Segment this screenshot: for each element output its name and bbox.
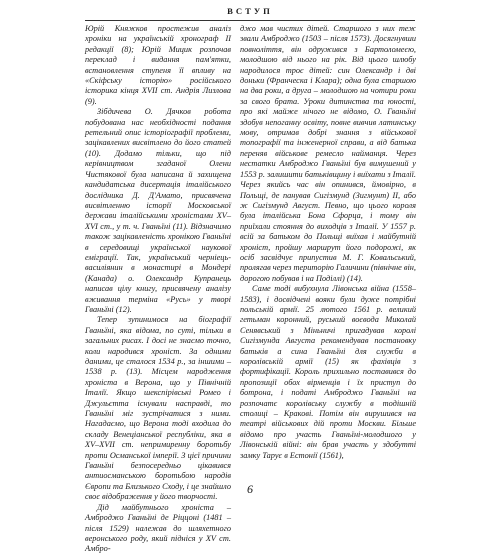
paragraph: Саме тоді вибухнула Лівонська війна (1558–1583), і досвідчені вояки були дуже потрібні польській армії. 25 лютого 1561 р. великий гетьман коронний, руський воєвода Миколай Сенявський з Міньничі пригадував королі Сигізмунда Августа рекомендував постановку батьків а сина Гваньїні для служби в королівській армії (15) як фахівців з фортифікації. Король прихильно поставився до пропозиції обох вірменців і їх приступ до ботрона, і податі Амброджо Гваньїні на розпочатє королівську службу в тодішній столиці – Кракові. Потім він вирушився на театрі військових дій проти Москви. Більше відомо про участь Гваньїні-молодшого у Лівонській війні: він брав участь у здобутті замку Тарує в Естонії (1561), bbox=[240, 284, 416, 460]
left-column bbox=[85, 24, 231, 554]
paragraph: Тепер зупинимося на біографії Гваньїні, яка відома, по суті, тільки в загальних рисах. І досі не знаємо точно, коли народився хроніст. За одними даними, це сталося 1534 р., за іншими – 1538 р. (13). Місцем народження хроніста в Верона, що у Північній Італії. Якщо шекспірівські Ромео і Джульєтта існували насправді, то Гваньїні міг зустрічатися з ними. Нагадаємо, що Верона тоді входила до складу Венеціанської республіки, яка в XV–XVII ст. непримиренну боротьбу проти Османської імперії. З цієї причини Гваньїні безпосередньо цікавився антиосманською боротьбою народів Європи та Близького Сходу, і це знайшло своє відображення у його творчості. bbox=[85, 315, 231, 502]
right-column bbox=[240, 24, 416, 476]
header-rule bbox=[85, 20, 415, 21]
paragraph: Дід майбутнього хроніста – Амброджо Гваньїні де Ріццоні (1481 – після 1529) належав до шляхетного веронського роду, який підніся у XV ст. Амбро- bbox=[85, 502, 231, 554]
paragraph: джо мав чистих дітей. Старшого з них теж звали Амброджо (1503 – після 1573). Досягнувши повноліття, він одружився з Бартоломеєю, молодшою від нього на рік. Від цього шлюбу народилося троє дітей: син Олександр і дві доньки (Франческа і Клара); одна була старшою на два роки, а друга – молодшою на чотири роки за свого брата. Уроки дитинства та юності, про які майже нічого не відомо, О. Гваньїні здобув непоганну освіту, повне вивчив латинську мову, отримав добрі знання з військової топографії та інженерної справи, а від батька переняв військове ремесло найманця. Через нестатки Амброджо Гваньїні був вимушений у 1553 р. залишити батьківщину і виїхати з Італії. Через якийсь час він опинився, ймовірно, в Польщі, де панував Сигізмунд (Зигмунт) II, або ж Сигізмунд Август. Певно, що цього короля була італійська Бона Сфорца, і тому він приїхали стояння до виходців з Італії. У 1557 р. всій за батьком до Польщі виїхав і майбутній хроніст, пройшу маршрут його подорожі, як осіб засвідчує припустив М. Г. Ковальський, пролягав через територію Галичини (північне він, дорогою побував і на Поділлі) (14). bbox=[240, 24, 416, 283]
running-head: ВСТУП bbox=[227, 6, 273, 16]
page-number: 6 bbox=[247, 482, 253, 496]
paragraph: Зібдичева О. Дячков робота побудована нас необхідності подання ретельний опис історіографії проблеми, зацікавлених висвітлено до його статей (10). Додамо тільки, що під керівництвом згаданої Олени Чистякової була написана й захищена кандидатська дисертація італійського дослідника Д. Д'Амато, присвячена висвітленню історії Московської держави італійськими хроністами XV–XVI ст., у т. ч. Гваньїні (11). Відзначимо також зацікавленість хронікою Гваньїні в середовищі української наукової еміграції. Так, український черніець-василіянин в монастирі в Мондері (Канада) о. Олександр Купранець написав цілу книгу, присвячену аналізу вживання терміна «Русь» у творі Гваньїні (12). bbox=[85, 107, 231, 314]
paragraph: Юрій Княжков простежив аналіз хроніки на українській хронограф II редакції (8); Юрій Мицик розпочав переклад і видання пам'ятки, встановлення ступеня її впливу на «Скіфську історію» російського історика кінця XVII ст. Андрія Лизлова (9). bbox=[85, 24, 231, 106]
